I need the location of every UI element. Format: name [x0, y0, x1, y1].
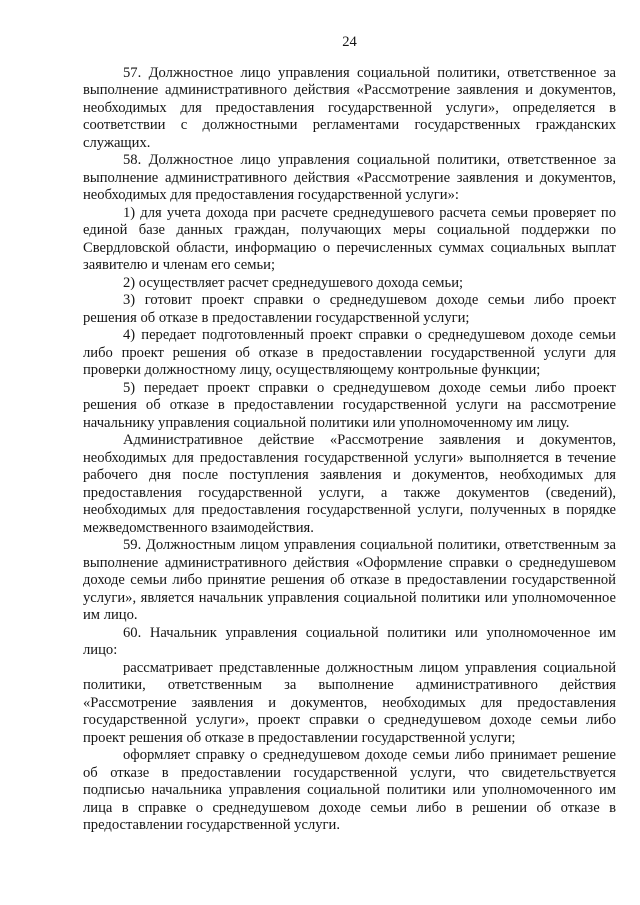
- paragraph-admin-action: Административное действие «Рассмотрение заявления и документов, необходимых для предоставления государственной услуги» выполняется в течение рабочего дня после поступления заявления и документов, необходимых для предоставления государственной услуги, а также документов (сведений), необходимых для предоставления государственной услуги, полученных в порядке межведомственного взаимодействия.: [83, 432, 616, 536]
- list-item-3: 3) готовит проект справки о среднедушевом доходе семьи либо проект решения об отказе в предоставлении государственной услуги;: [83, 292, 616, 326]
- paragraph-58: 58. Должностное лицо управления социальной политики, ответственное за выполнение административного действия «Рассмотрение заявления и документов, необходимых для предоставления государственной услуги»:: [83, 152, 616, 203]
- list-item-5: 5) передает проект справки о среднедушевом доходе семьи либо проект решения об отказе в предоставлении государственной услуги на рассмотрение начальнику управления социальной политики или уполномоченному им лицу.: [83, 379, 616, 431]
- list-item-1: 1) для учета дохода при расчете среднедушевого расчета семьи проверяет по единой базе данных граждан, получающих меры социальной поддержки по Свердловской области, информацию о перечисленных суммах социальных выплат заявителю и членам его семьи;: [83, 204, 616, 273]
- paragraph-60: 60. Начальник управления социальной политики или уполномоченное им лицо:: [83, 624, 616, 658]
- paragraph-57: 57. Должностное лицо управления социальной политики, ответственное за выполнение административного действия «Рассмотрение заявления и документов, необходимых для предоставления государственной услуги», определяется в соответствии с должностными регламентами государственных гражданских служащих.: [83, 64, 616, 151]
- page-number: 24: [342, 34, 357, 50]
- paragraph-reviews: рассматривает представленные должностным лицом управления социальной политики, ответственным за выполнение административного действия «Рассмотрение заявления и документов, необходимых для предоставления государственной услуги», проект справки о среднедушевом доходе семьи либо проект решения об отказе в предоставлении государственной услуги;: [83, 659, 616, 746]
- list-item-4: 4) передает подготовленный проект справки о среднедушевом доходе семьи либо проект решения об отказе в предоставлении государственной услуги для проверки должностному лицу, осуществляющему контрольные функции;: [83, 327, 616, 378]
- paragraph-issues: оформляет справку о среднедушевом доходе семьи либо принимает решение об отказе в предоставлении государственной услуги, что свидетельствуется подписью начальника управления социальной политики или уполномоченного им лица в справке о среднедушевом доходе семьи либо в решении об отказе в предоставлении государственной услуги.: [83, 747, 616, 833]
- paragraph-59: 59. Должностным лицом управления социальной политики, ответственным за выполнение административного действия «Оформление справки о среднедушевом доходе семьи либо принятие решения об отказе в предоставлении государственной услуги», является начальник управления социальной политики или уполномоченное им лицо.: [83, 537, 616, 623]
- list-item-2: 2) осуществляет расчет среднедушевого дохода семьи;: [123, 274, 464, 291]
